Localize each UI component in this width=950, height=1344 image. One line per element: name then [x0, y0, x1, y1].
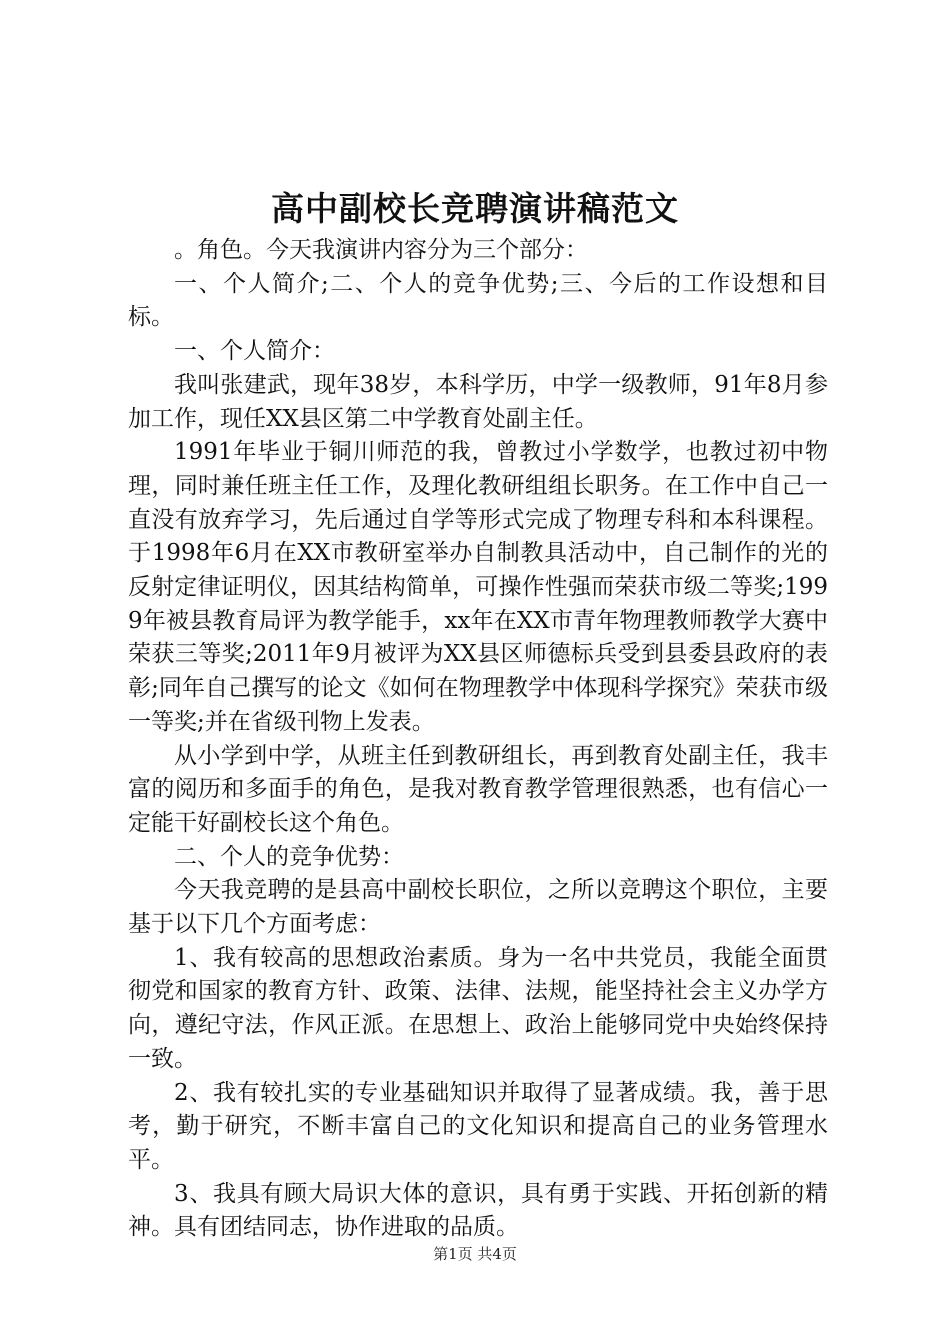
page-number-footer: 第1页 共4页 [433, 1245, 517, 1263]
paragraph: 。角色。今天我演讲内容分为三个部分： [174, 237, 588, 263]
paragraph: 2、我有较扎实的专业基础知识并取得了显著成绩。我，善于思考，勤于研究，不断丰富自己的文化知识和提高自己的业务管理水平。 [128, 1079, 828, 1173]
section-heading: 二、个人的竞争优势： [174, 843, 404, 870]
paragraph: 一、个人简介;二、个人的竞争优势;三、今后的工作设想和目标。 [128, 270, 828, 331]
paragraph: 今天我竞聘的是县高中副校长职位，之所以竞聘这个职位，主要基于以下几个方面考虑： [128, 877, 828, 938]
paragraph: 从小学到中学，从班主任到教研组长，再到教育处副主任，我丰富的阅历和多面手的角色，是我对教育教学管理很熟悉，也有信心一定能干好副校长这个角色。 [128, 742, 828, 836]
document-title: 高中副校长竞聘演讲稿范文 [271, 189, 679, 228]
section-heading: 一、个人简介： [174, 338, 335, 365]
paragraph: 3、我具有顾大局识大体的意识，具有勇于实践、开拓创新的精神。具有团结同志，协作进取的品质。 [128, 1180, 828, 1241]
paragraph: 1、我有较高的思想政治素质。身为一名中共党员，我能全面贯彻党和国家的教育方针、政策、法律、法规，能坚持社会主义办学方向，遵纪守法，作风正派。在思想上、政治上能够同党中央始终保持一致。 [128, 944, 828, 1072]
paragraph: 1991年毕业于铜川师范的我，曾教过小学数学，也教过初中物理，同时兼任班主任工作，及理化教研组组长职务。在工作中自己一直没有放弃学习，先后通过自学等形式完成了物理专科和本科课程。于1998年6月在XX市教研室举办自制教具活动中，自己制作的光的反射定律证明仪，因其结构简单，可操作性强而荣获市级二等奖;1999年被县教育局评为教学能手，xx年在XX市青年物理教师教学大赛中荣获三等奖;2011年9月被评为XX县区师德标兵受到县委县政府的表彰;同年自己撰写的论文《如何在物理教学中体现科学探究》荣获市级一等奖;并在省级刊物上发表。 [128, 439, 828, 735]
paragraph: 我叫张建武，现年38岁，本科学历，中学一级教师，91年8月参加工作，现任XX县区第二中学教育处副主任。 [128, 371, 828, 432]
document-body [128, 234, 828, 1245]
